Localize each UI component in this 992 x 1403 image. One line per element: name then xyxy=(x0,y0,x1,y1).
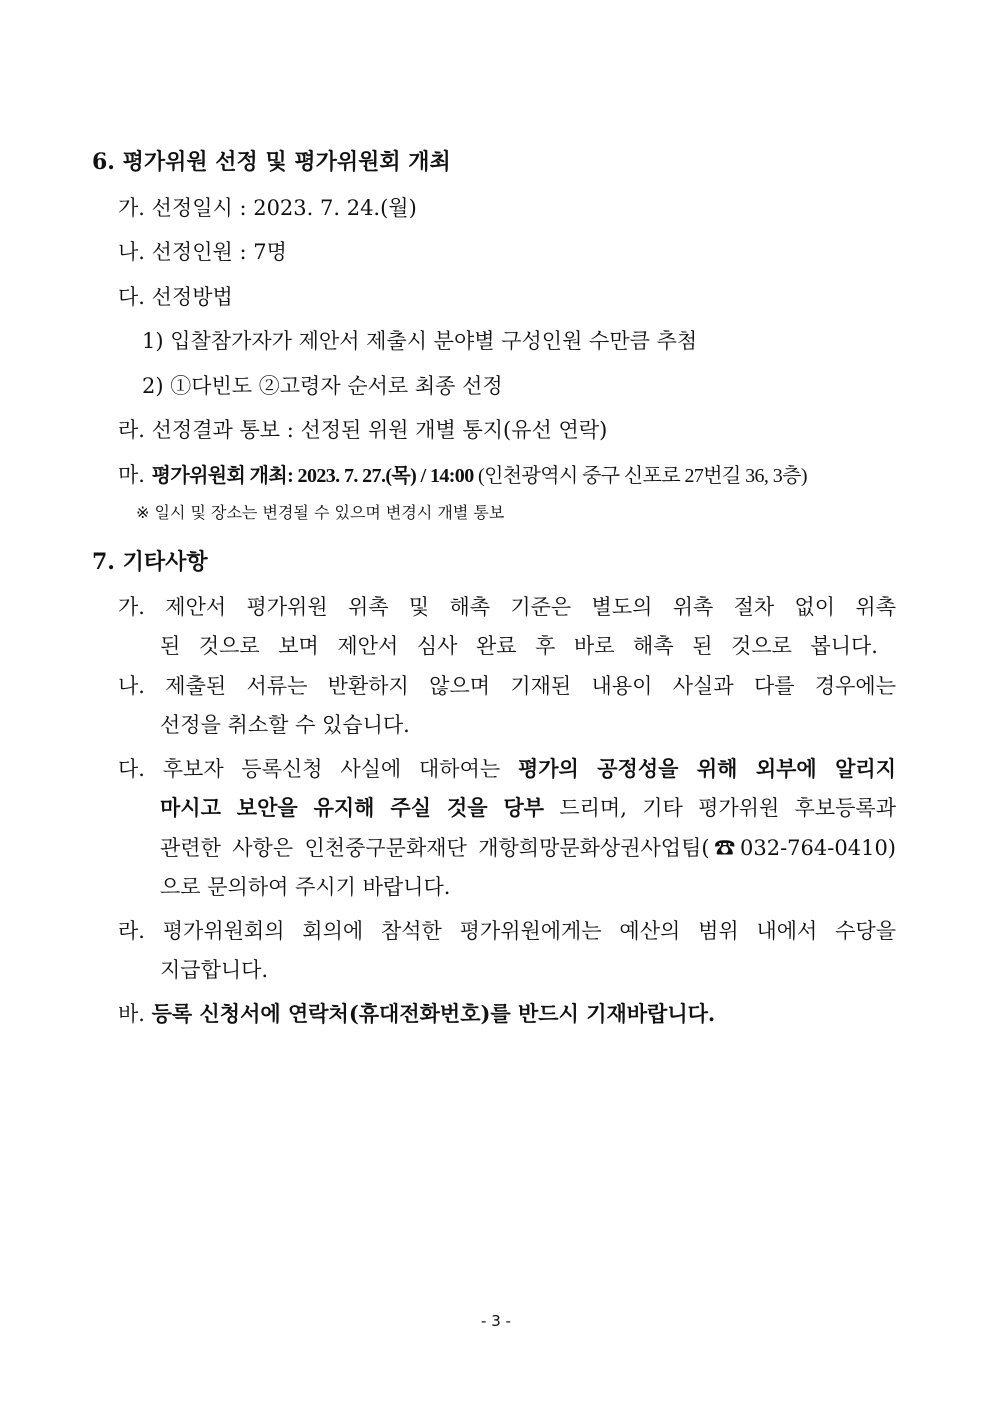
section7-item-na-line1: 나. 제출된 서류는 반환하지 않으며 기재된 내용이 사실과 다를 경우에는 xyxy=(118,674,896,698)
section6-item-da: 다. 선정방법 xyxy=(118,285,233,309)
section6-item-ga: 가. 선정일시 : 2023. 7. 24.(월) xyxy=(118,196,417,220)
section7-item-da-line2-emphasis: 마시고 보안을 유지해 주실 것을 당부 xyxy=(160,795,545,820)
section7-item-ba-emphasis: 등록 신청서에 연락처(휴대전화번호)를 반드시 기재바랍니다. xyxy=(151,1001,716,1026)
section7-item-da-line2-text: 드리며, 기타 평가위원 후보등록과 xyxy=(544,796,896,820)
section7-item-da-line1-text: 다. 후보자 등록신청 사실에 대하여는 xyxy=(118,757,518,781)
section6-item-da-2: 2) ①다빈도 ②고령자 순서로 최종 선정 xyxy=(142,374,503,398)
section7-item-ga-line2: 된 것으로 보며 제안서 심사 완료 후 바로 해촉 된 것으로 봅니다. xyxy=(160,634,878,658)
section6-heading: 6. 평가위원 선정 및 평가위원회 개최 xyxy=(92,149,451,175)
section7-item-na-line2: 선정을 취소할 수 있습니다. xyxy=(160,713,410,737)
meeting-datetime: 평가위원회 개최: 2023. 7. 27.(목) / 14:00 xyxy=(151,465,474,487)
section7-item-da-line1 xyxy=(118,755,896,783)
section7-item-da-line3: 관련한 사항은 인천중구문화재단 개항희망문화상권사업팀(☎032-764-0410) xyxy=(160,836,896,860)
section6-note: ※ 일시 및 장소는 변경될 수 있으며 변경시 개별 통보 xyxy=(136,503,505,522)
section7-item-ra-line2: 지급합니다. xyxy=(160,958,269,982)
section7-item-da-line4: 으로 문의하여 주시기 바랍니다. xyxy=(160,875,451,899)
section7-item-ga-line1: 가. 제안서 평가위원 위촉 및 해촉 기준은 별도의 위촉 절차 없이 위촉 xyxy=(118,595,896,619)
section6-item-ma xyxy=(118,461,807,490)
page-number: - 3 - xyxy=(481,1312,511,1330)
section7-item-ra-line1: 라. 평가위원회의 회의에 참석한 평가위원에게는 예산의 범위 내에서 수당을 xyxy=(118,919,896,943)
meeting-location: (인천광역시 중구 신포로 27번길 36, 3층) xyxy=(473,465,807,487)
section7-item-ba-prefix: 바. xyxy=(118,1002,152,1026)
section6-item-ma-prefix: 마. xyxy=(118,463,152,487)
section6-item-ra: 라. 선정결과 통보 : 선정된 위원 개별 통지(유선 연락) xyxy=(118,418,608,442)
section7-heading: 7. 기타사항 xyxy=(92,549,208,575)
section6-item-na: 나. 선정인원 : 7명 xyxy=(118,240,287,264)
section7-item-ba xyxy=(118,1000,715,1028)
section6-item-da-1: 1) 입찰참가자가 제안서 제출시 분야별 구성인원 수만큼 추첨 xyxy=(142,329,698,353)
section7-item-da-line1-emphasis: 평가의 공정성을 위해 외부에 알리지 xyxy=(517,756,896,781)
section7-item-da-line2 xyxy=(160,794,896,822)
